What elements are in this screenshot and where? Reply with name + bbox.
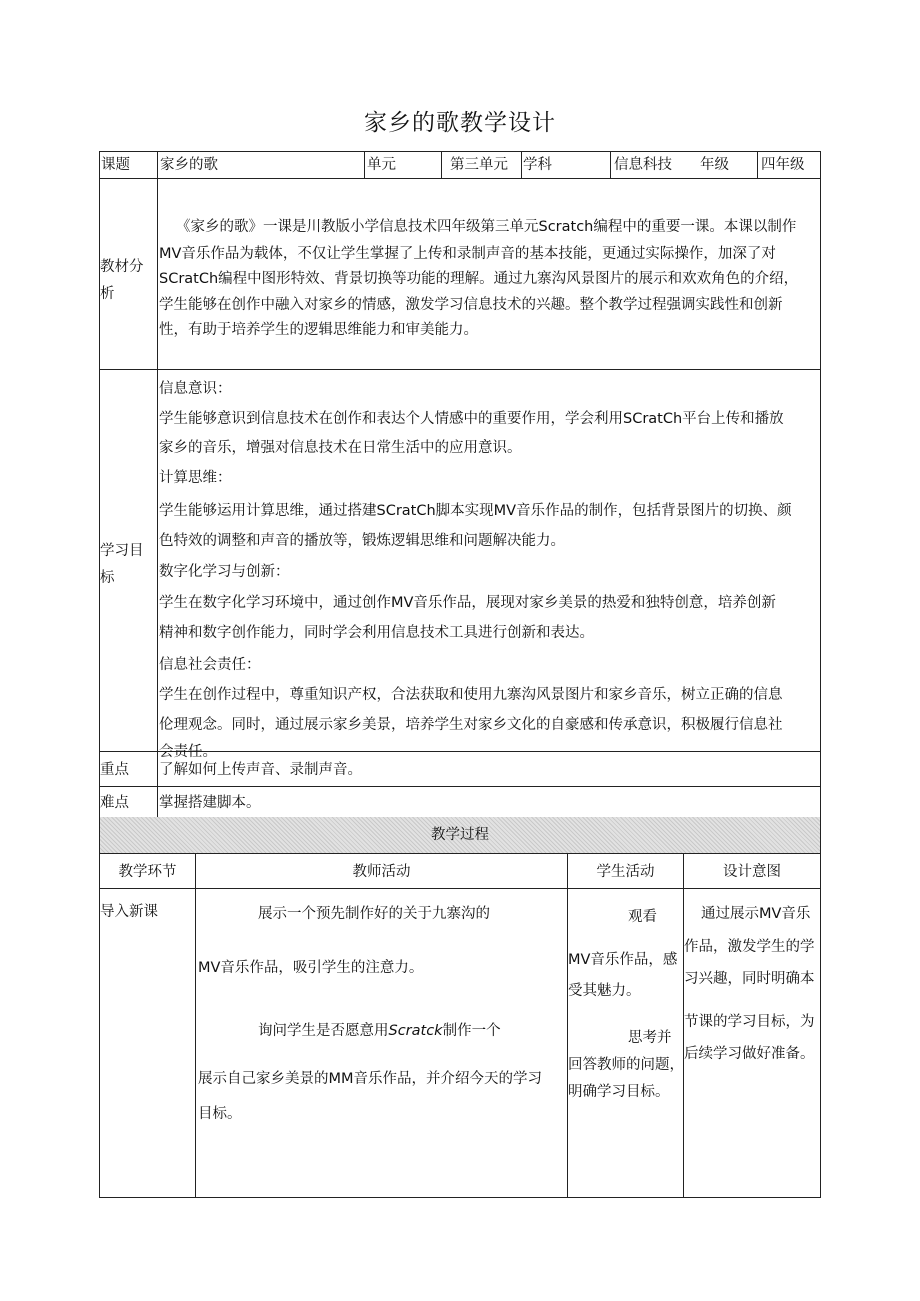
objectives-cell	[158, 370, 820, 760]
objective-text: 学生能够运用计算思维，通过搭建SCratCh脚本实现MV音乐作品的制作，包括背景图片的切换、颜	[159, 503, 792, 519]
rule	[99, 178, 821, 179]
objective-text: 精神和数字创作能力，同时学会利用信息技术工具进行创新和表达。	[159, 625, 594, 641]
objective-text: 伦理观念。同时，通过展示家乡美景，培养学生对家乡文化的自豪感和传承意识，积极履行信息社	[159, 717, 783, 733]
process-header: 教学过程	[431, 827, 489, 843]
objectives-label-cont: 标	[100, 570, 115, 586]
analysis-line: 《家乡的歌》一课是川教版小学信息技术四年级第三单元Scratch编程中的重要一课。本课以制作	[176, 219, 797, 235]
column-header-intent: 设计意图	[723, 864, 781, 880]
analysis-line: 学生能够在创作中融入对家乡的情感，激发学习信息技术的兴趣。整个教学过程强调实践性和创新	[159, 297, 783, 313]
objective-text: 家乡的音乐，增强对信息技术在日常生活中的应用意识。	[159, 440, 522, 456]
subject-value: 信息科技	[614, 157, 672, 173]
teacher-activity-line: 目标。	[198, 1106, 242, 1122]
intent-line: 习兴趣，同时明确本	[684, 971, 815, 987]
teacher-activity-line: MV音乐作品，吸引学生的注意力。	[198, 960, 424, 976]
intent-line: 通过展示MV音乐	[701, 906, 811, 922]
key-point-value: 了解如何上传声音、录制声音。	[159, 762, 362, 778]
objective-text: 色特效的调整和声音的播放等，锻炼逻辑思维和问题解决能力。	[159, 533, 565, 549]
rule	[567, 853, 568, 1198]
rule	[195, 853, 196, 1198]
rule	[364, 151, 365, 178]
student-activity-line: 观看	[628, 909, 657, 925]
intent-line: 节课的学习目标，为	[684, 1014, 815, 1030]
course-value: 家乡的歌	[160, 157, 218, 173]
rule	[521, 151, 522, 178]
analysis-label-cont: 析	[100, 286, 115, 302]
teacher-activity-line: 展示自己家乡美景的MM音乐作品，并介绍今天的学习	[198, 1071, 543, 1087]
unit-value: 第三单元	[450, 157, 508, 173]
objective-heading: 数字化学习与创新：	[159, 564, 290, 580]
rule	[610, 151, 611, 178]
rule	[441, 151, 442, 178]
intent-line: 后续学习做好准备。	[684, 1046, 815, 1062]
teacher-activity-line: 询问学生是否愿意用Scratck制作一个	[258, 1023, 501, 1039]
rule	[757, 151, 758, 178]
column-header-teacher: 教师活动	[352, 864, 411, 880]
rule	[99, 853, 821, 854]
objective-text: 学生能够意识到信息技术在创作和表达个人情感中的重要作用，学会利用SCratCh平台上传和播放	[159, 411, 784, 427]
student-activity-line: 思考并	[628, 1030, 672, 1046]
student-activity-line: 回答教师的问题，	[568, 1057, 684, 1073]
analysis-line: MV音乐作品为载体，不仅让学生掌握了上传和录制声音的基本技能，更通过实际操作，加深了对	[159, 246, 776, 262]
course-label: 课题	[101, 157, 130, 173]
unit-label: 单元	[367, 157, 396, 173]
teacher-activity-line: 展示一个预先制作好的关于九寨沟的	[258, 906, 490, 922]
objective-text: 学生在数字化学习环境中，通过创作MV音乐作品，展现对家乡美景的热爱和独特创意，培养创新	[159, 595, 776, 611]
stage-cell: 导入新课	[100, 904, 158, 920]
objective-heading: 计算思维：	[159, 470, 232, 486]
student-activity-line: 受其魅力。	[568, 983, 641, 999]
rule	[99, 786, 821, 787]
column-header-student: 学生活动	[596, 864, 655, 880]
objective-heading: 信息意识：	[159, 381, 232, 397]
grade-label: 年级	[700, 157, 729, 173]
analysis-line: 性，有助于培养学生的逻辑思维能力和审美能力。	[159, 322, 478, 338]
key-point-label: 重点	[100, 762, 129, 778]
subject-label: 学科	[523, 157, 552, 173]
analysis-line: SCratCh编程中图形特效、背景切换等功能的理解。通过九寨沟风景图片的展示和欢欢角色的介绍，	[159, 271, 799, 287]
page-title: 家乡的歌教学设计	[364, 110, 556, 136]
objective-text: 学生在创作过程中，尊重知识产权，合法获取和使用九寨沟风景图片和家乡音乐，树立正确的信息	[159, 687, 783, 703]
objective-text: 会责任。	[159, 744, 217, 760]
rule	[99, 888, 821, 889]
student-activity-line: 明确学习目标。	[568, 1084, 670, 1100]
objective-heading: 信息社会责任：	[159, 657, 261, 673]
objectives-label: 学习目	[100, 543, 144, 559]
intent-line: 作品，激发学生的学	[684, 939, 815, 955]
difficult-point-label: 难点	[100, 795, 129, 811]
analysis-label: 教材分	[100, 259, 144, 275]
grade-value: 四年级	[761, 157, 805, 173]
difficult-point-value: 掌握搭建脚本。	[159, 795, 261, 811]
student-activity-line: MV音乐作品，感	[568, 952, 678, 968]
column-header-stage: 教学环节	[118, 864, 177, 880]
